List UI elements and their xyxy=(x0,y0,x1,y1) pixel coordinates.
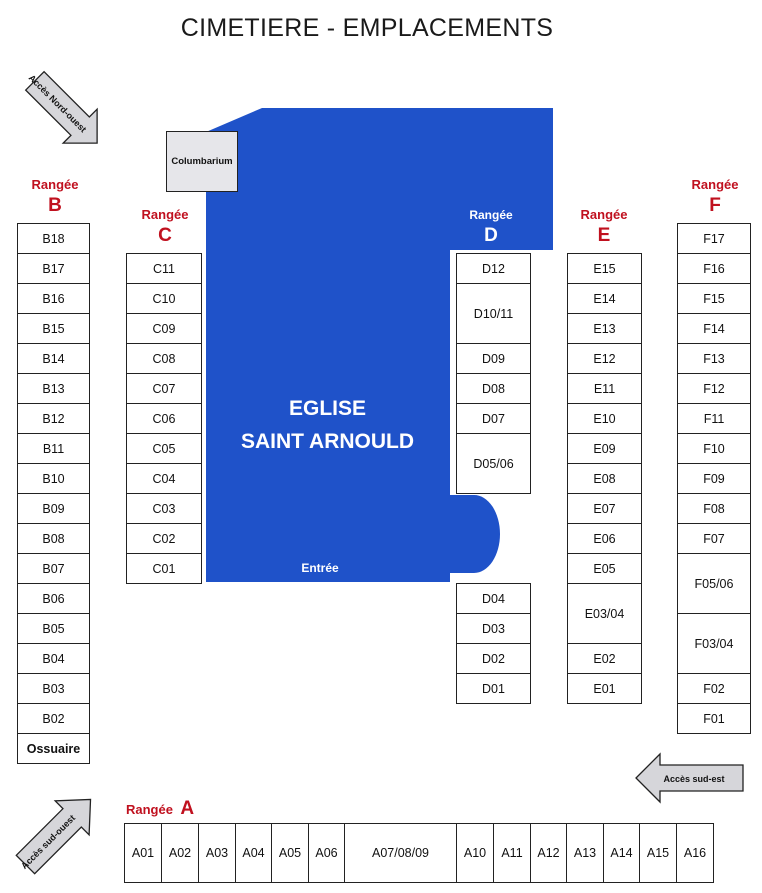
plot-d08[interactable]: D08 xyxy=(456,373,531,404)
plot-b11[interactable]: B11 xyxy=(17,433,90,464)
plot-a04[interactable]: A04 xyxy=(235,823,272,883)
plot-c09[interactable]: C09 xyxy=(126,313,202,344)
plot-f01[interactable]: F01 xyxy=(677,703,751,734)
plot-e11[interactable]: E11 xyxy=(567,373,642,404)
plot-d10-11[interactable]: D10/11 xyxy=(456,283,531,344)
access-south-west-label: Accès sud-ouest xyxy=(19,812,78,871)
plot-b17[interactable]: B17 xyxy=(17,253,90,284)
row-label-word: Rangée xyxy=(691,177,739,192)
plot-d02[interactable]: D02 xyxy=(456,643,531,674)
plot-f17[interactable]: F17 xyxy=(677,223,751,254)
row-letter: E xyxy=(597,225,611,246)
plot-d04[interactable]: D04 xyxy=(456,583,531,614)
plot-e07[interactable]: E07 xyxy=(567,493,642,524)
plot-c11[interactable]: C11 xyxy=(126,253,202,284)
row-label-c xyxy=(134,208,196,245)
church-name-line2: SAINT ARNOULD xyxy=(240,429,415,453)
plot-f03-04[interactable]: F03/04 xyxy=(677,613,751,674)
plot-f12[interactable]: F12 xyxy=(677,373,751,404)
plot-e08[interactable]: E08 xyxy=(567,463,642,494)
plot-f09[interactable]: F09 xyxy=(677,463,751,494)
plot-e01[interactable]: E01 xyxy=(567,673,642,704)
plot-a03[interactable]: A03 xyxy=(198,823,236,883)
plot-b02[interactable]: B02 xyxy=(17,703,90,734)
plot-b09[interactable]: B09 xyxy=(17,493,90,524)
plot-c08[interactable]: C08 xyxy=(126,343,202,374)
plot-a16[interactable]: A16 xyxy=(676,823,714,883)
plot-a15[interactable]: A15 xyxy=(639,823,677,883)
plot-a13[interactable]: A13 xyxy=(566,823,604,883)
plot-e12[interactable]: E12 xyxy=(567,343,642,374)
plot-d05-06[interactable]: D05/06 xyxy=(456,433,531,494)
plot-a05[interactable]: A05 xyxy=(271,823,309,883)
plot-f02[interactable]: F02 xyxy=(677,673,751,704)
plot-a14[interactable]: A14 xyxy=(603,823,640,883)
access-south-east-label: Accès sud-est xyxy=(663,774,725,784)
access-north-west-label: Accès Nord-ouest xyxy=(26,72,89,135)
plot-f14[interactable]: F14 xyxy=(677,313,751,344)
plot-f05-06[interactable]: F05/06 xyxy=(677,553,751,614)
plot-b18[interactable]: B18 xyxy=(17,223,90,254)
plot-e03-04[interactable]: E03/04 xyxy=(567,583,642,644)
plot-c10[interactable]: C10 xyxy=(126,283,202,314)
plot-a02[interactable]: A02 xyxy=(161,823,199,883)
plot-c07[interactable]: C07 xyxy=(126,373,202,404)
row-label-word: Rangée xyxy=(31,177,79,192)
row-letter: F xyxy=(709,195,721,216)
plot-c03[interactable]: C03 xyxy=(126,493,202,524)
plot-a11[interactable]: A11 xyxy=(493,823,531,883)
plot-b10[interactable]: B10 xyxy=(17,463,90,494)
plot-f07[interactable]: F07 xyxy=(677,523,751,554)
plot-e05[interactable]: E05 xyxy=(567,553,642,584)
plot-d03[interactable]: D03 xyxy=(456,613,531,644)
plot-f11[interactable]: F11 xyxy=(677,403,751,434)
access-south-east-arrow[interactable] xyxy=(636,754,743,802)
plot-f16[interactable]: F16 xyxy=(677,253,751,284)
plot-b16[interactable]: B16 xyxy=(17,283,90,314)
plot-d09[interactable]: D09 xyxy=(456,343,531,374)
church-name-line1: EGLISE xyxy=(288,397,367,420)
access-north-west-arrow[interactable] xyxy=(13,59,114,160)
plot-f10[interactable]: F10 xyxy=(677,433,751,464)
plot-b14[interactable]: B14 xyxy=(17,343,90,374)
plot-e02[interactable]: E02 xyxy=(567,643,642,674)
plot-a01[interactable]: A01 xyxy=(124,823,162,883)
plot-a07-08-09[interactable]: A07/08/09 xyxy=(344,823,457,883)
plot-c01[interactable]: C01 xyxy=(126,553,202,584)
access-south-west-arrow[interactable] xyxy=(6,783,108,885)
row-letter: D xyxy=(484,225,498,246)
plot-a10[interactable]: A10 xyxy=(456,823,494,883)
plot-d01[interactable]: D01 xyxy=(456,673,531,704)
row-label-word: Rangée xyxy=(580,207,628,222)
plot-d12[interactable]: D12 xyxy=(456,253,531,284)
row-letter: C xyxy=(158,225,172,246)
page-title: CIMETIERE - EMPLACEMENTS xyxy=(180,14,554,42)
plot-b13[interactable]: B13 xyxy=(17,373,90,404)
plot-f15[interactable]: F15 xyxy=(677,283,751,314)
plot-f13[interactable]: F13 xyxy=(677,343,751,374)
plot-c06[interactable]: C06 xyxy=(126,403,202,434)
plot-b06[interactable]: B06 xyxy=(17,583,90,614)
row-label-word: Rangée xyxy=(141,207,189,222)
row-label-a xyxy=(126,799,196,818)
plot-c04[interactable]: C04 xyxy=(126,463,202,494)
plot-e13[interactable]: E13 xyxy=(567,313,642,344)
plot-b03[interactable]: B03 xyxy=(17,673,90,704)
columbarium[interactable]: Columbarium xyxy=(166,131,238,192)
plot-b05[interactable]: B05 xyxy=(17,613,90,644)
plot-e15[interactable]: E15 xyxy=(567,253,642,284)
plot-b12[interactable]: B12 xyxy=(17,403,90,434)
row-label-b xyxy=(24,178,86,215)
plot-b07[interactable]: B07 xyxy=(17,553,90,584)
plot-e10[interactable]: E10 xyxy=(567,403,642,434)
plot-d07[interactable]: D07 xyxy=(456,403,531,434)
row-label-f xyxy=(684,178,746,215)
plot-c02[interactable]: C02 xyxy=(126,523,202,554)
plot-e09[interactable]: E09 xyxy=(567,433,642,464)
plot-a12[interactable]: A12 xyxy=(530,823,567,883)
row-label-word: Rangée xyxy=(469,208,513,222)
plot-e06[interactable]: E06 xyxy=(567,523,642,554)
plot-e14[interactable]: E14 xyxy=(567,283,642,314)
plot-b08[interactable]: B08 xyxy=(17,523,90,554)
church-entrance-label: Entrée xyxy=(301,561,339,575)
row-label-e xyxy=(573,208,635,245)
row-letter: A xyxy=(180,798,195,819)
plot-f08[interactable]: F08 xyxy=(677,493,751,524)
plot-b04[interactable]: B04 xyxy=(17,643,90,674)
plot-b15[interactable]: B15 xyxy=(17,313,90,344)
row-label-word: Rangée xyxy=(126,802,173,817)
row-label-d xyxy=(460,209,522,245)
plot-ossuaire[interactable]: Ossuaire xyxy=(17,733,90,764)
row-letter: B xyxy=(48,195,62,216)
plot-a06[interactable]: A06 xyxy=(308,823,345,883)
plot-c05[interactable]: C05 xyxy=(126,433,202,464)
